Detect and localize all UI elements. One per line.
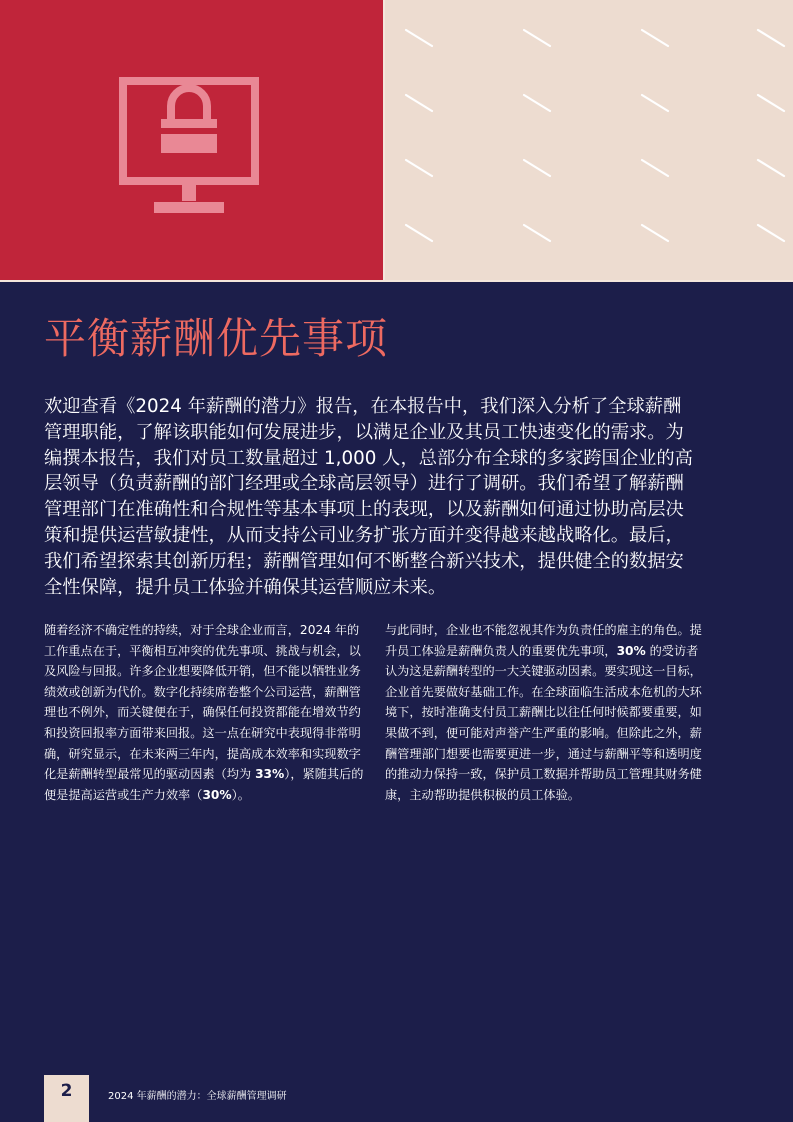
- pattern-line: [758, 225, 784, 241]
- pattern-line: [524, 95, 550, 111]
- stat-highlight: 30%: [616, 643, 646, 658]
- footer-title: 2024 年薪酬的潜力：全球薪酬管理调研: [108, 1091, 287, 1102]
- page-number: 2: [60, 1081, 73, 1101]
- pattern-line: [524, 30, 550, 46]
- body-column-right: 与此同时，企业也不能忽视其作为负责任的雇主的角色。提升员工体验是薪酬负责人的重要优先事项，30% 的受访者认为这是薪酬转型的一大关键驱动因素。要实现这一目标，企业首先要做好基础工作。在全球面临生活成本危机的大环境下，按时准确支付员工薪酬比以往任何时候都要重要，如果做不到，便可能对声誉产生严重的影响。但除此之外，薪酬管理部门想要也需要更进一步，通过与薪酬平等和透明度的推动力保持一致，保护员工数据并帮助员工管理其财务健康，主动帮助提供积极的员工体验。: [385, 623, 702, 802]
- pattern-line: [406, 30, 432, 46]
- pattern-line: [642, 30, 668, 46]
- stat-highlight: 30%: [202, 787, 232, 802]
- lock-monitor-icon: [118, 76, 260, 218]
- pattern-line: [524, 160, 550, 176]
- stat-highlight: 33%: [255, 767, 285, 782]
- pattern-line: [406, 95, 432, 111]
- intro-paragraph: 欢迎查看《2024 年薪酬的潜力》报告，在本报告中，我们深入分析了全球薪酬管理职能，了解该职能如何发展进步，以满足企业及其员工快速变化的需求。为编撰本报告，我们对员工数量超过 1,000 人，总部分布全球的多家跨国企业的高层领导（负责薪酬的部门经理或全球高层领导）进行了调研。我们希望了解薪酬管理部门在准确性和合规性等基本事项上的表现，以及薪酬如何通过协助高层决策和提供运营敏捷性，从而支持公司业务扩张方面并变得越来越战略化。最后，我们希望探索其创新历程；薪酬管理如何不断整合新兴技术，提供健全的数据安全性保障，提升员工体验并确保其运营顺应未来。: [44, 396, 693, 598]
- page-title: 平衡薪酬优先事项: [44, 314, 389, 363]
- hero-bottom-divider: [0, 280, 793, 282]
- pattern-line: [406, 225, 432, 241]
- hero-divider: [383, 0, 385, 281]
- pattern-line: [758, 95, 784, 111]
- pattern-line: [642, 95, 668, 111]
- pattern-line: [524, 225, 550, 241]
- diagonal-lines-pattern: [384, 0, 793, 281]
- pattern-line: [642, 225, 668, 241]
- page-number-box: [44, 1075, 89, 1122]
- pattern-line: [642, 160, 668, 176]
- pattern-line: [758, 30, 784, 46]
- pattern-line: [758, 160, 784, 176]
- pattern-line: [406, 160, 432, 176]
- body-column-left: 随着经济不确定性的持续，对于全球企业而言，2024 年的工作重点在于，平衡相互冲突的优先事项、挑战与机会，以及风险与回报。许多企业想要降低开销，但不能以牺牲业务绩效或创新为代价。数字化持续席卷整个公司运营，薪酬管理也不例外，而关键便在于，确保任何投资都能在增效节约和投资回报率方面带来回报。这一点在研究中表现得非常明确，研究显示，在未来两三年内，提高成本效率和实现数字化是薪酬转型最常见的驱动因素（均为 33%），紧随其后的便是提高运营或生产力效率（30%）。: [44, 623, 364, 802]
